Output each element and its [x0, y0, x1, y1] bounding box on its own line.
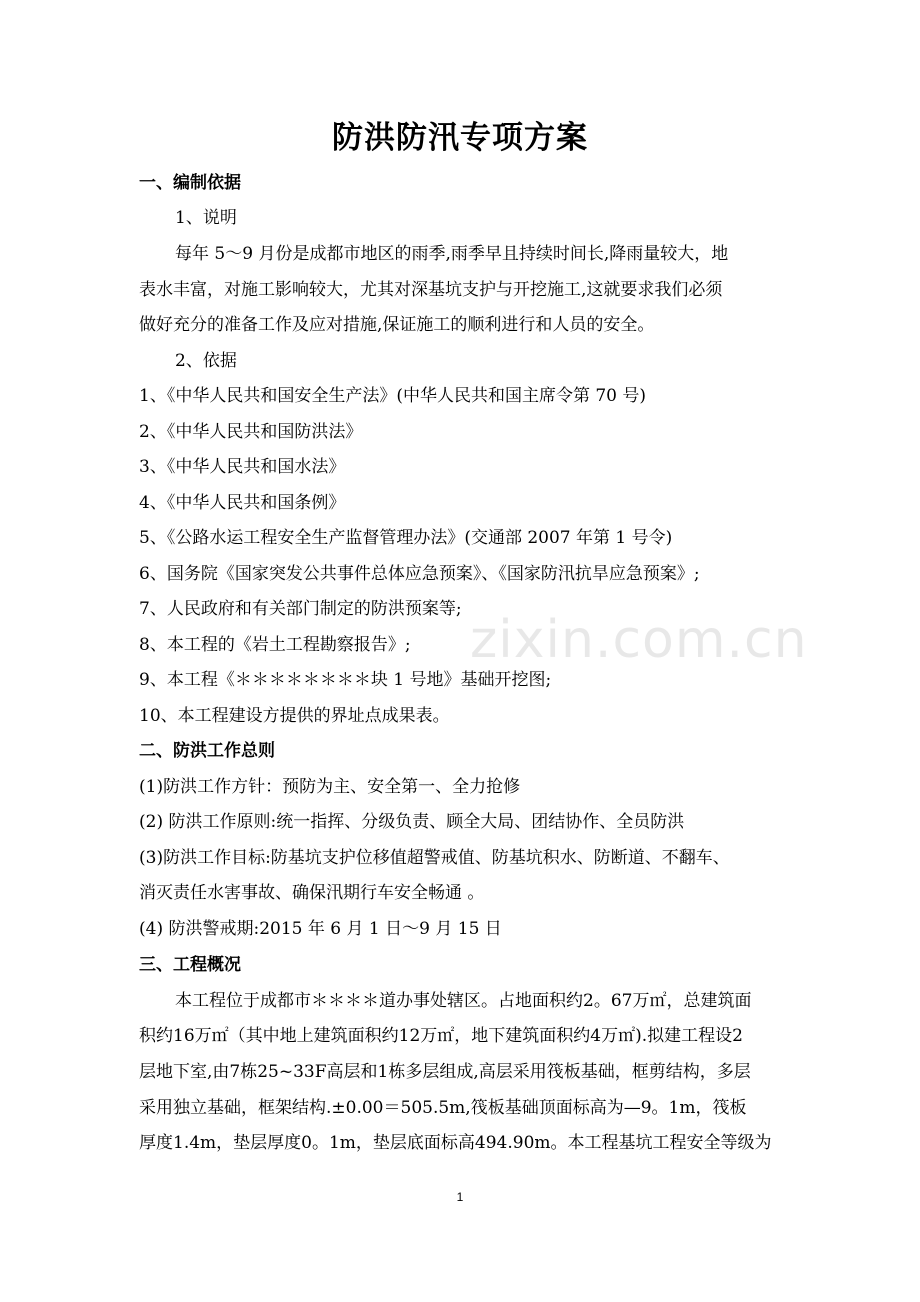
- subheading-description: 1、说明: [175, 208, 237, 228]
- overview-line: 积约16万㎡（其中地上建筑面积约12万㎡，地下建筑面积约4万㎡).拟建工程设2: [139, 1026, 743, 1046]
- overview-line: 本工程位于成都市＊＊＊＊道办事处辖区。占地面积约2。67万㎡，总建筑面: [175, 991, 752, 1011]
- principle-item: (4) 防洪警戒期:2015 年 6 月 1 日～9 月 15 日: [139, 919, 502, 939]
- overview-line: 层地下室,由7栋25~33F高层和1栋多层组成,高层采用筏板基础，框剪结构，多层: [139, 1062, 751, 1082]
- reference-item: 9、本工程《＊＊＊＊＊＊＊＊块 1 号地》基础开挖图;: [139, 670, 552, 690]
- reference-item: 4、《中华人民共和国条例》: [139, 493, 346, 513]
- subheading-basis: 2、依据: [175, 351, 237, 371]
- watermark: zixin.com.cn: [470, 610, 808, 670]
- paragraph-line: 做好充分的准备工作及应对措施,保证施工的顺利进行和人员的安全。: [139, 315, 655, 335]
- section-heading-basis: 一、编制依据: [139, 173, 241, 193]
- paragraph-line: 每年 5～9 月份是成都市地区的雨季,雨季早且持续时间长,降雨量较大，地: [175, 244, 729, 264]
- reference-item: 5、《公路水运工程安全生产监督管理办法》(交通部 2007 年第 1 号令): [139, 528, 673, 548]
- reference-item: 6、国务院《国家突发公共事件总体应急预案》、《国家防汛抗旱应急预案》;: [139, 564, 700, 584]
- reference-item: 2、《中华人民共和国防洪法》: [139, 422, 363, 442]
- overview-line: 采用独立基础，框架结构.±0.00＝505.5m,筏板基础顶面标高为—9。1m，筏板: [139, 1098, 747, 1118]
- overview-line: 厚度1.4m，垫层厚度0。1m，垫层底面标高494.90m。本工程基坑工程安全等级为: [139, 1133, 772, 1153]
- section-heading-principles: 二、防洪工作总则: [139, 741, 275, 761]
- principle-item: (2) 防洪工作原则:统一指挥、分级负责、顾全大局、团结协作、全员防洪: [139, 812, 685, 832]
- reference-item: 10、本工程建设方提供的界址点成果表。: [139, 706, 450, 726]
- paragraph-line: 表水丰富，对施工影响较大，尤其对深基坑支护与开挖施工,这就要求我们必须: [139, 280, 723, 300]
- principle-item: (1)防洪工作方针：预防为主、安全第一、全力抢修: [139, 777, 521, 797]
- reference-item: 1、《中华人民共和国安全生产法》(中华人民共和国主席令第 70 号): [139, 386, 647, 406]
- reference-item: 7、人民政府和有关部门制定的防洪预案等;: [139, 599, 462, 619]
- page-number: 1: [456, 1190, 464, 1204]
- principle-item: (3)防洪工作目标:防基坑支护位移值超警戒值、防基坑积水、防断道、不翻车、: [139, 848, 730, 868]
- section-heading-overview: 三、工程概况: [139, 955, 241, 975]
- reference-item: 3、《中华人民共和国水法》: [139, 457, 346, 477]
- reference-item: 8、本工程的《岩土工程勘察报告》;: [139, 635, 411, 655]
- principle-item: 消灭责任水害事故、确保汛期行车安全畅通 。: [139, 883, 485, 903]
- page-title: 防洪防汛专项方案: [332, 120, 588, 156]
